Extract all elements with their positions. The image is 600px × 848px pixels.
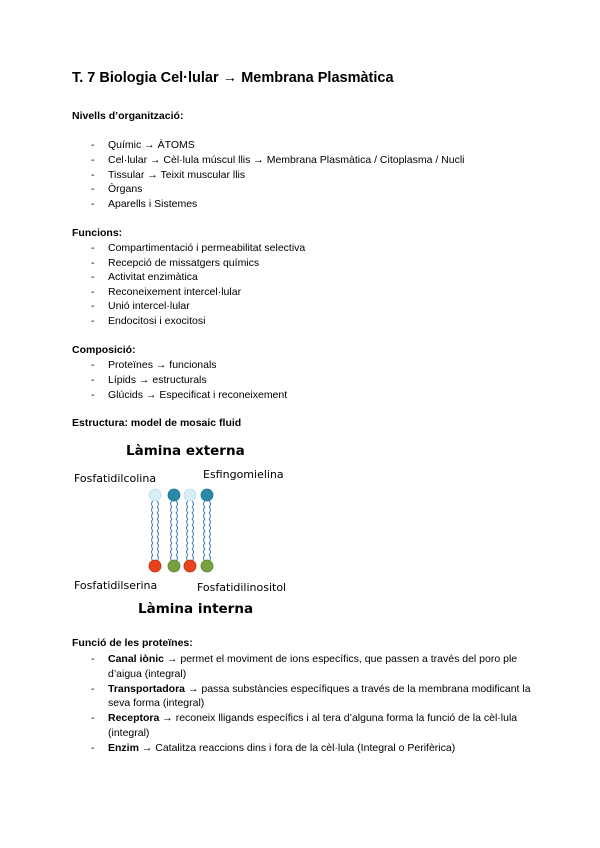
phospholipid-head-esfingomielina <box>201 489 213 501</box>
list-item: - Reconeixement intercel·lular <box>72 285 305 300</box>
list-item: - Químic → ÀTOMS <box>72 138 465 153</box>
list-item <box>72 711 532 741</box>
protein-term: Enzim <box>108 741 139 754</box>
list-item: - Òrgans <box>72 182 465 197</box>
lipid-tail <box>176 501 177 561</box>
list-item: - Cel·lular → Cèl·lula múscul llis → Membrana Plasmàtica / Citoplasma / Nucli <box>72 153 465 168</box>
list-item <box>72 741 532 756</box>
lipid-tail <box>157 501 158 561</box>
protein-term: Transportadora <box>108 682 186 695</box>
lamina-interna-title: Làmina interna <box>138 601 254 617</box>
lipid-tails <box>152 501 211 561</box>
nivells-heading: Nivells d’organització: <box>72 110 184 122</box>
label-fosfatidilinositol: Fosfatidilinositol <box>197 581 287 594</box>
list-item: - Activitat enzimàtica <box>72 270 305 285</box>
membrane-diagram <box>60 436 320 620</box>
funcions-heading: Funcions: <box>72 227 123 239</box>
list-item: - Recepció de missatgers químics <box>72 256 305 271</box>
phospholipid-head-fosfatidilserina <box>149 560 161 572</box>
list-item: - Unió intercel·lular <box>72 299 305 314</box>
phospholipid-head-fosfatidilserina <box>184 560 196 572</box>
lipid-tail <box>192 501 193 561</box>
protein-desc: → passa substàncies específiques a través de la membrana modificant la seva forma (integral) <box>108 682 531 710</box>
protein-term: Canal iònic <box>108 653 165 665</box>
composicio-heading: Composició: <box>72 344 136 356</box>
protein-desc: → permet el moviment de ions específics, que passen a través del poro ple d’aigua (integral) <box>108 653 518 680</box>
phospholipid-head-fosfatidilinositol <box>168 560 180 572</box>
list-item: - Lípids → estructurals <box>72 373 287 388</box>
nivells-list <box>72 138 465 212</box>
list-item: - Compartimentació i permeabilitat selectiva <box>72 241 305 256</box>
phospholipid-head-fosfatidilcolina <box>184 489 196 501</box>
list-item: - Proteïnes → funcionals <box>72 358 287 373</box>
label-fosfatidilserina: Fosfatidilserina <box>74 579 158 592</box>
proteines-list <box>72 652 532 756</box>
phospholipid-head-fosfatidilinositol <box>201 560 213 572</box>
list-item: - Aparells i Sistemes <box>72 197 465 212</box>
lamina-externa-title: Làmina externa <box>126 443 245 459</box>
proteines-heading: Funció de les proteïnes: <box>72 637 193 649</box>
list-item: - Glúcids → Especificat i reconeixement <box>72 388 287 403</box>
funcions-list <box>72 241 305 329</box>
label-fosfatidilcolina: Fosfatidilcolina <box>74 472 157 485</box>
protein-desc: → Catalitza reaccions dins i fora de la cèl·lula (Integral o Perifèrica) <box>138 741 456 754</box>
phospholipid-head-esfingomielina <box>168 489 180 501</box>
list-item: - Tissular → Teixit muscular llis <box>72 168 465 183</box>
list-item: - Endocitosi i exocitosi <box>72 314 305 329</box>
lipid-tail <box>204 501 205 561</box>
protein-desc: → reconeix lligands específics i al tera d’alguna forma la funció de la cèl·lula (integral) <box>108 712 518 739</box>
composicio-list <box>72 358 287 402</box>
lipid-tail <box>209 501 210 561</box>
lipid-tail <box>152 501 153 561</box>
phospholipid-head-fosfatidilcolina <box>149 489 161 501</box>
page-title: T. 7 Biologia Cel·lular → Membrana Plasmàtica <box>72 70 394 86</box>
lipid-tail <box>187 501 188 561</box>
estructura-heading: Estructura: model de mosaic fluid <box>72 417 242 429</box>
phospholipids-svg <box>140 484 220 578</box>
protein-term: Receptora <box>108 712 160 725</box>
lipid-tail <box>171 501 172 561</box>
list-item <box>72 652 532 682</box>
label-esfingomielina: Esfingomielina <box>203 468 284 481</box>
list-item <box>72 682 532 712</box>
